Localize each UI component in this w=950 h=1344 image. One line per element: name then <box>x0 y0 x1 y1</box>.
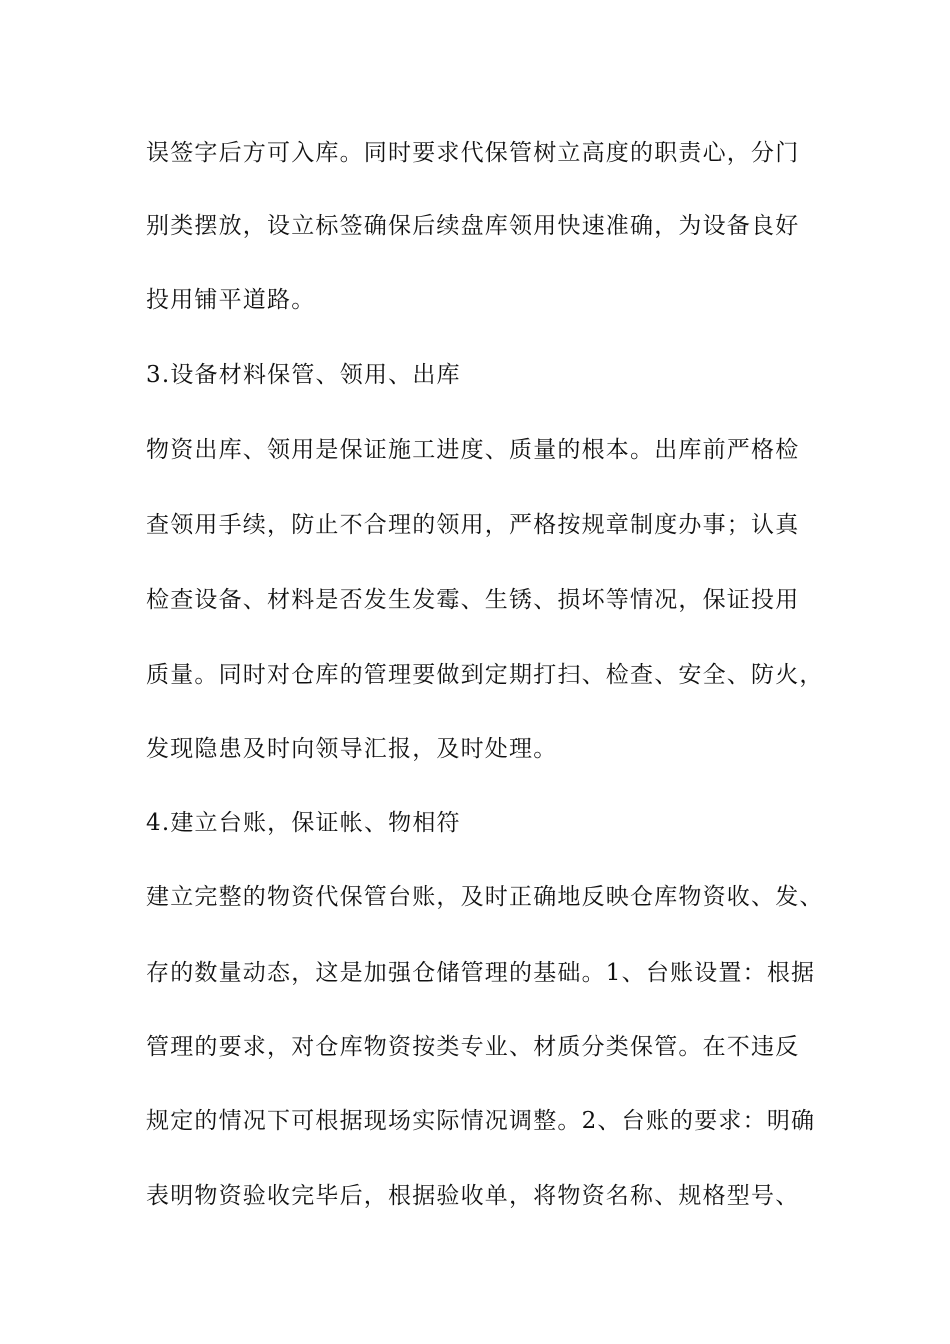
paragraph-line: 存的数量动态，这是加强仓储管理的基础。1、台账设置：根据 <box>146 960 816 986</box>
paragraph-line: 规定的情况下可根据现场实际情况调整。2、台账的要求：明确 <box>146 1108 816 1134</box>
paragraph-line: 建立完整的物资代保管台账，及时正确地反映仓库物资收、发、 <box>146 884 824 910</box>
section-heading: 3.设备材料保管、领用、出库 <box>146 362 461 388</box>
paragraph-line: 发现隐患及时向领导汇报，及时处理。 <box>146 736 558 762</box>
paragraph-line: 物资出库、领用是保证施工进度、质量的根本。出库前严格检 <box>146 437 800 463</box>
paragraph-line: 别类摆放，设立标签确保后续盘库领用快速准确，为设备良好 <box>146 213 800 239</box>
paragraph-line: 表明物资验收完毕后，根据验收单，将物资名称、规格型号、 <box>146 1183 800 1209</box>
paragraph-line: 质量。同时对仓库的管理要做到定期打扫、检查、安全、防火， <box>146 662 824 688</box>
paragraph-line: 查领用手续，防止不合理的领用，严格按规章制度办事；认真 <box>146 512 800 538</box>
paragraph-line: 检查设备、材料是否发生发霉、生锈、损坏等情况，保证投用 <box>146 587 800 613</box>
paragraph-line: 管理的要求，对仓库物资按类专业、材质分类保管。在不违反 <box>146 1034 800 1060</box>
paragraph-line: 投用铺平道路。 <box>146 287 316 313</box>
paragraph-line: 误签字后方可入库。同时要求代保管树立高度的职责心，分门 <box>146 140 800 166</box>
section-heading: 4.建立台账，保证帐、物相符 <box>146 810 461 836</box>
